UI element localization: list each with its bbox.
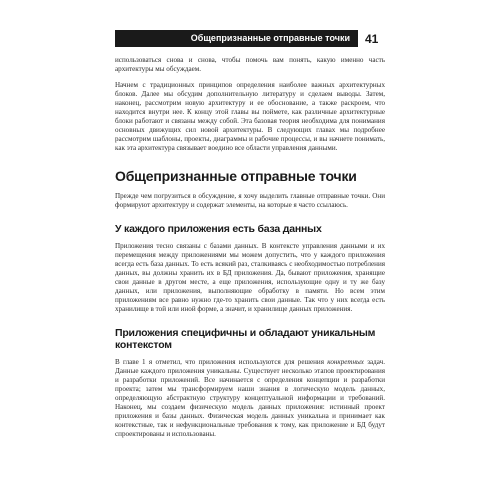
paragraph-context-part1: В главе 1 я отметил, что приложения используются для решения (115, 358, 328, 366)
header-title: Общепризнанные отправные точки (190, 33, 350, 43)
page-number: 41 (365, 32, 379, 46)
paragraph-context (115, 358, 385, 439)
section-heading: Общепризнанные отправные точки (115, 168, 357, 184)
paragraph-continued: использоваться снова и снова, чтобы помочь вам понять, какую именно часть архитектуры мы обсуждаем. (115, 56, 385, 73)
paragraph-intro: Начнем с традиционных принципов определения наиболее важных архитектурных блоков. Далее мы обсудим дополнительную литературу и сделаем выводы. Затем, наконец, рассмотрим новую архитектуру и ее обоснование, а также раскроем, что находится внутри нее. К концу этой главы вы поймете, как различные архитектурные блоки работают и связаны между собой. Эта базовая теория необходима для понимания основных движущих сил новой архитектуры. В следующих главах мы подробнее рассмотрим шаблоны, проекты, диаграммы и рабочие процессы, и вы начнете понимать, как эта архитектура связывает воедино все области управления данными. (115, 81, 385, 152)
header-bar (115, 30, 358, 47)
paragraph-database: Приложения тесно связаны с базами данных. В контексте управления данными и их перемещения между приложениями мы можем допустить, что у каждого приложения всегда есть база данных. То есть всякий раз, сталкиваясь с необходимостью потребления данных, вы должны хранить их в БД приложения. Да, бывают приложения, хранящие свои данные в другом месте, а еще приложения, использующие одну и ту же базу данных, или приложения, выполняющие обработку в памяти. Но всем этим приложениям все равно нужно где-то хранить свои данные. Так что у них всегда есть хранилище в той или иной форме, а значит, и хранилище данных приложения. (115, 242, 385, 313)
subsection-heading-database: У каждого приложения есть база данных (115, 223, 322, 235)
paragraph-context-emphasis: конкретных (327, 358, 364, 366)
running-header (115, 30, 387, 47)
paragraph-context-part2: задач. Данные каждого приложения уникальны. Существует несколько этапов проектирования и разработки приложений. Все начинается с определения концепции и разработки проекта; затем мы трансформируем наши знания в логическую модель данных, определяющую абстрактную структуру концептуальной информации и требований. Наконец, мы создаем физическую модель данных приложения: истинный проект приложения и базы данных. Физическая модель данных уникальна и принимает как контекстные, так и нефункциональные требования к тому, как приложение и БД будут спроектированы и использованы. (115, 358, 385, 438)
page-content (115, 56, 385, 446)
subsection-heading-context: Приложения специфичны и обладают уникальным контекстом (115, 327, 376, 351)
paragraph-section-intro: Прежде чем погрузиться в обсуждение, я хочу выделить главные отправные точки. Они формируют архитектуру и содержат элементы, на которые я часто ссылаюсь. (115, 192, 385, 209)
